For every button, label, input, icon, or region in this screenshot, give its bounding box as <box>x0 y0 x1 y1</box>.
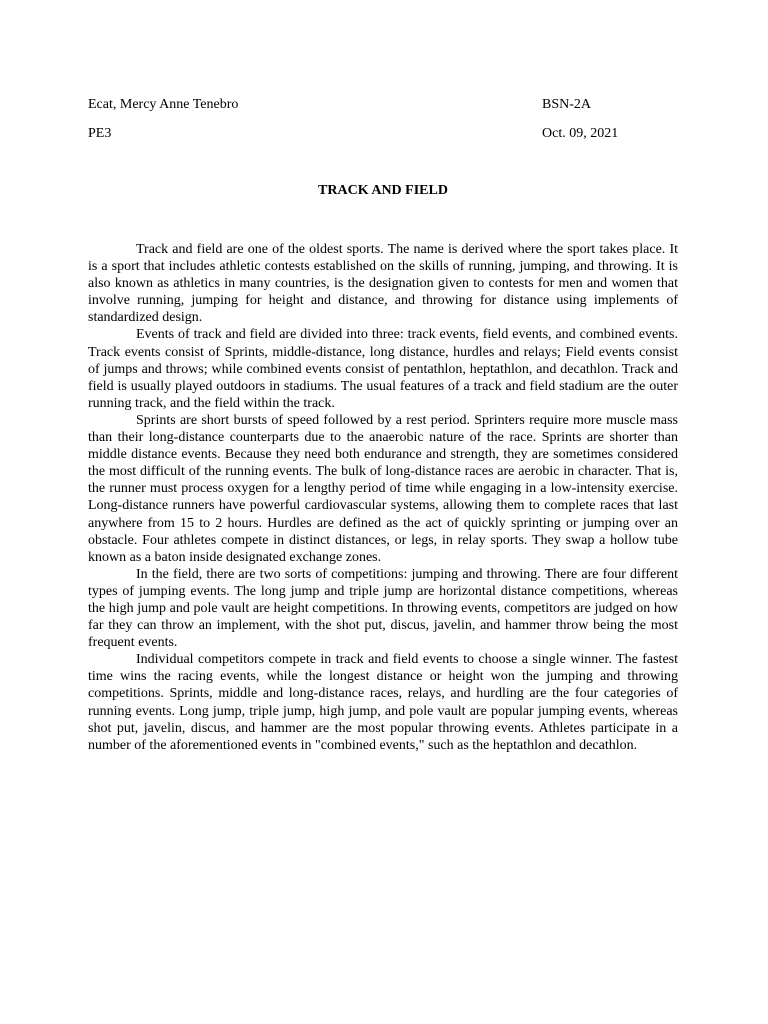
document-body <box>88 241 678 754</box>
course-code: PE3 <box>88 126 112 141</box>
paragraph: In the field, there are two sorts of competitions: jumping and throwing. There are four different types of jumping events. The long jump and triple jump are horizontal distance competitions, whereas the high jump and pole vault are height competitions. In throwing events, competitors are judged on how far they can throw an implement, with the shot put, discus, javelin, and hammer throw being the most frequent events. <box>88 566 678 651</box>
paragraph: Individual competitors compete in track and field events to choose a single winner. The fastest time wins the racing events, while the longest distance or height won the jumping and throwing competitions. Sprints, middle and long-distance races, relays, and hurdling are the four categories of running events. Long jump, triple jump, high jump, and pole vault are popular jumping events, whereas shot put, javelin, discus, and hammer are the most popular throwing events. Athletes participate in a number of the aforementioned events in "combined events," such as the heptathlon and decathlon. <box>88 652 678 753</box>
document-title: TRACK AND FIELD <box>318 183 448 198</box>
date-label: Oct. 09, 2021 <box>542 126 619 141</box>
student-name: Ecat, Mercy Anne Tenebro <box>88 97 239 112</box>
section-label: BSN-2A <box>542 97 592 112</box>
paragraph: Sprints are short bursts of speed followed by a rest period. Sprinters require more muscle mass than their long-distance counterparts due to the anaerobic nature of the race. Sprints are shorter than middle distance events. Because they need both endurance and strength, they are sometimes considered the most difficult of the running events. The bulk of long-distance races are aerobic in character. That is, the runner must process oxygen for a lengthy period of time while engaging in a low-intensity exercise. Long-distance runners have powerful cardiovascular systems, allowing them to complete races that last anywhere from 15 to 2 hours. Hurdles are defined as the act of quickly sprinting or jumping over an obstacle. Four athletes compete in distinct distances, or legs, in relay sports. They swap a hollow tube known as a baton inside designated exchange zones. <box>88 412 678 565</box>
paragraph: Track and field are one of the oldest sports. The name is derived where the sport takes place. It is a sport that includes athletic contests established on the skills of running, jumping, and throwing. It is also known as athletics in many countries, is the designation given to contests for men and women that involve running, jumping for height and distance, and throwing for distance using implements of standardized design. <box>88 242 678 326</box>
paragraph: Events of track and field are divided into three: track events, field events, and combined events. Track events consist of Sprints, middle-distance, long distance, hurdles and relays; Field events consist of jumps and throws; while combined events consist of pentathlon, heptathlon, and decathlon. Track and field is usually played outdoors in stadiums. The usual features of a track and field stadium are the outer running track, and the field within the track. <box>88 327 678 411</box>
